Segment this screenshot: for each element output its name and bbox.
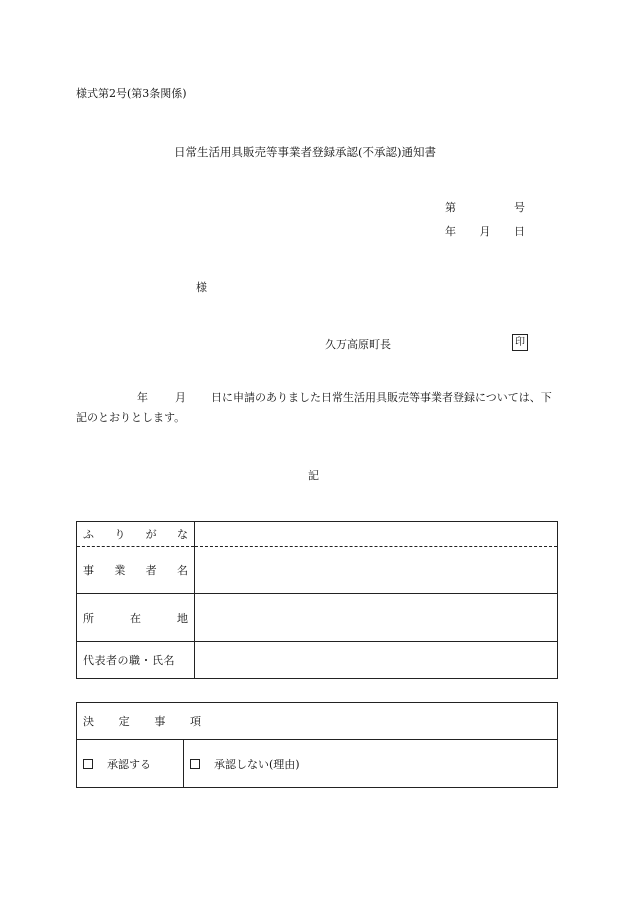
- approve-option[interactable]: [77, 740, 184, 788]
- applicant-table: [76, 521, 558, 679]
- decision-table: [76, 702, 558, 788]
- body-year: 年: [137, 391, 148, 404]
- decision-header: 決 定 事 項: [77, 703, 558, 740]
- date-day: 日: [514, 225, 525, 238]
- date-year: 年: [445, 225, 456, 238]
- approve-label: 承認する: [107, 757, 151, 771]
- label-furigana: ふ り が な: [77, 522, 195, 547]
- seal-box: 印: [512, 334, 528, 351]
- label-location: 所 在 地: [77, 594, 195, 642]
- business-name-field[interactable]: [195, 547, 558, 594]
- body-month: 月: [175, 391, 186, 404]
- ki-heading: 記: [308, 469, 319, 482]
- issue-date: [445, 223, 525, 239]
- label-business-name: 事 業 者 名: [77, 547, 195, 594]
- reject-option[interactable]: [184, 740, 558, 788]
- doc-no-suffix: 号: [514, 201, 525, 214]
- doc-no-prefix: 第: [445, 201, 456, 214]
- furigana-field[interactable]: [195, 522, 558, 547]
- addressee-suffix: 様: [196, 281, 207, 294]
- body-text: 日に申請のありました日常生活用具販売等事業者登録については、下記のとおりとします。: [76, 391, 552, 424]
- label-representative: 代表者の職・氏名: [77, 642, 195, 679]
- document-number: [445, 199, 525, 215]
- date-month: 月: [479, 225, 491, 238]
- location-field[interactable]: [195, 594, 558, 642]
- representative-field[interactable]: [195, 642, 558, 679]
- seal-mark: [512, 334, 528, 351]
- reject-checkbox[interactable]: [190, 759, 200, 769]
- issuer-name: 久万高原町長: [325, 338, 391, 351]
- approve-checkbox[interactable]: [83, 759, 93, 769]
- form-number: 様式第2号(第3条関係): [76, 87, 187, 100]
- document-title: 日常生活用具販売等事業者登録承認(不承認)通知書: [174, 145, 436, 159]
- reject-label: 承認しない(理由): [214, 757, 300, 771]
- body-paragraph: [76, 388, 556, 428]
